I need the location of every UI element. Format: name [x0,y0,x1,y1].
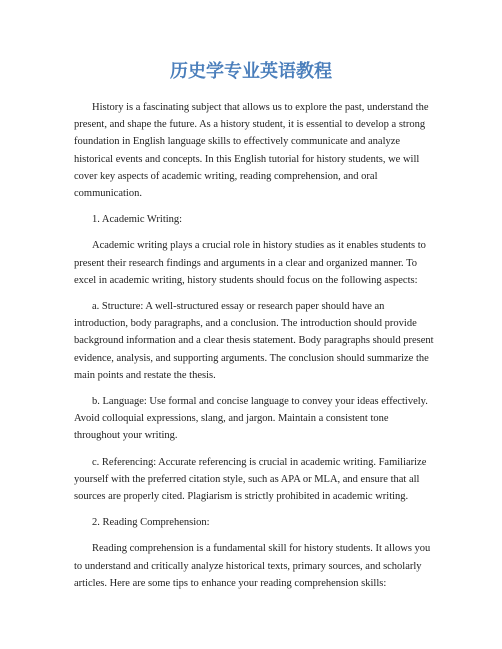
structure-paragraph: a. Structure: A well-structured essay or research paper should have an introduction, body paragraphs, and a conclusion. The introduction should provide background information and a clear thesis statement. Body paragraphs should present evidence, analysis, and supporting arguments. The conclusion should summarize the main points and restate the thesis. [74,301,434,381]
academic-writing-paragraph: Academic writing plays a crucial role in history studies as it enables students to present their research findings and arguments in a clear and organized manner. To excel in academic writing, history students should focus on the following aspects: [74,240,426,286]
section-heading-academic-writing: 1. Academic Writing: [92,214,183,226]
referencing-paragraph: c. Referencing: Accurate referencing is crucial in academic writing. Familiarize yourself with the preferred citation style, such as APA or MLA, and ensure that all sources are properly cited. Plagiarism is strictly prohibited in academic writing. [74,456,427,503]
document-title: 历史学专业英语教程 [170,61,332,82]
intro-paragraph: History is a fascinating subject that allows us to explore the past, understand the present, and shape the future. As a history student, it is essential to develop a strong foundation in English language skills to effectively communicate and analyze historical events and concepts. In this English tutorial for history students, we will cover key aspects of academic writing, reading comprehension, and oral communication. [74,102,429,200]
section-heading-reading-comprehension: 2. Reading Comprehension: [92,517,210,529]
document-body [74,99,436,601]
reading-comprehension-paragraph: Reading comprehension is a fundamental skill for history students. It allows you to understand and critically analyze historical texts, primary sources, and scholarly articles. Here are some tips to enhance your reading comprehension skills: [74,543,431,589]
language-paragraph: b. Language: Use formal and concise language to convey your ideas effectively. Avoid colloquial expressions, slang, and jargon. Maintain a consistent tone throughout your writing. [74,396,428,442]
